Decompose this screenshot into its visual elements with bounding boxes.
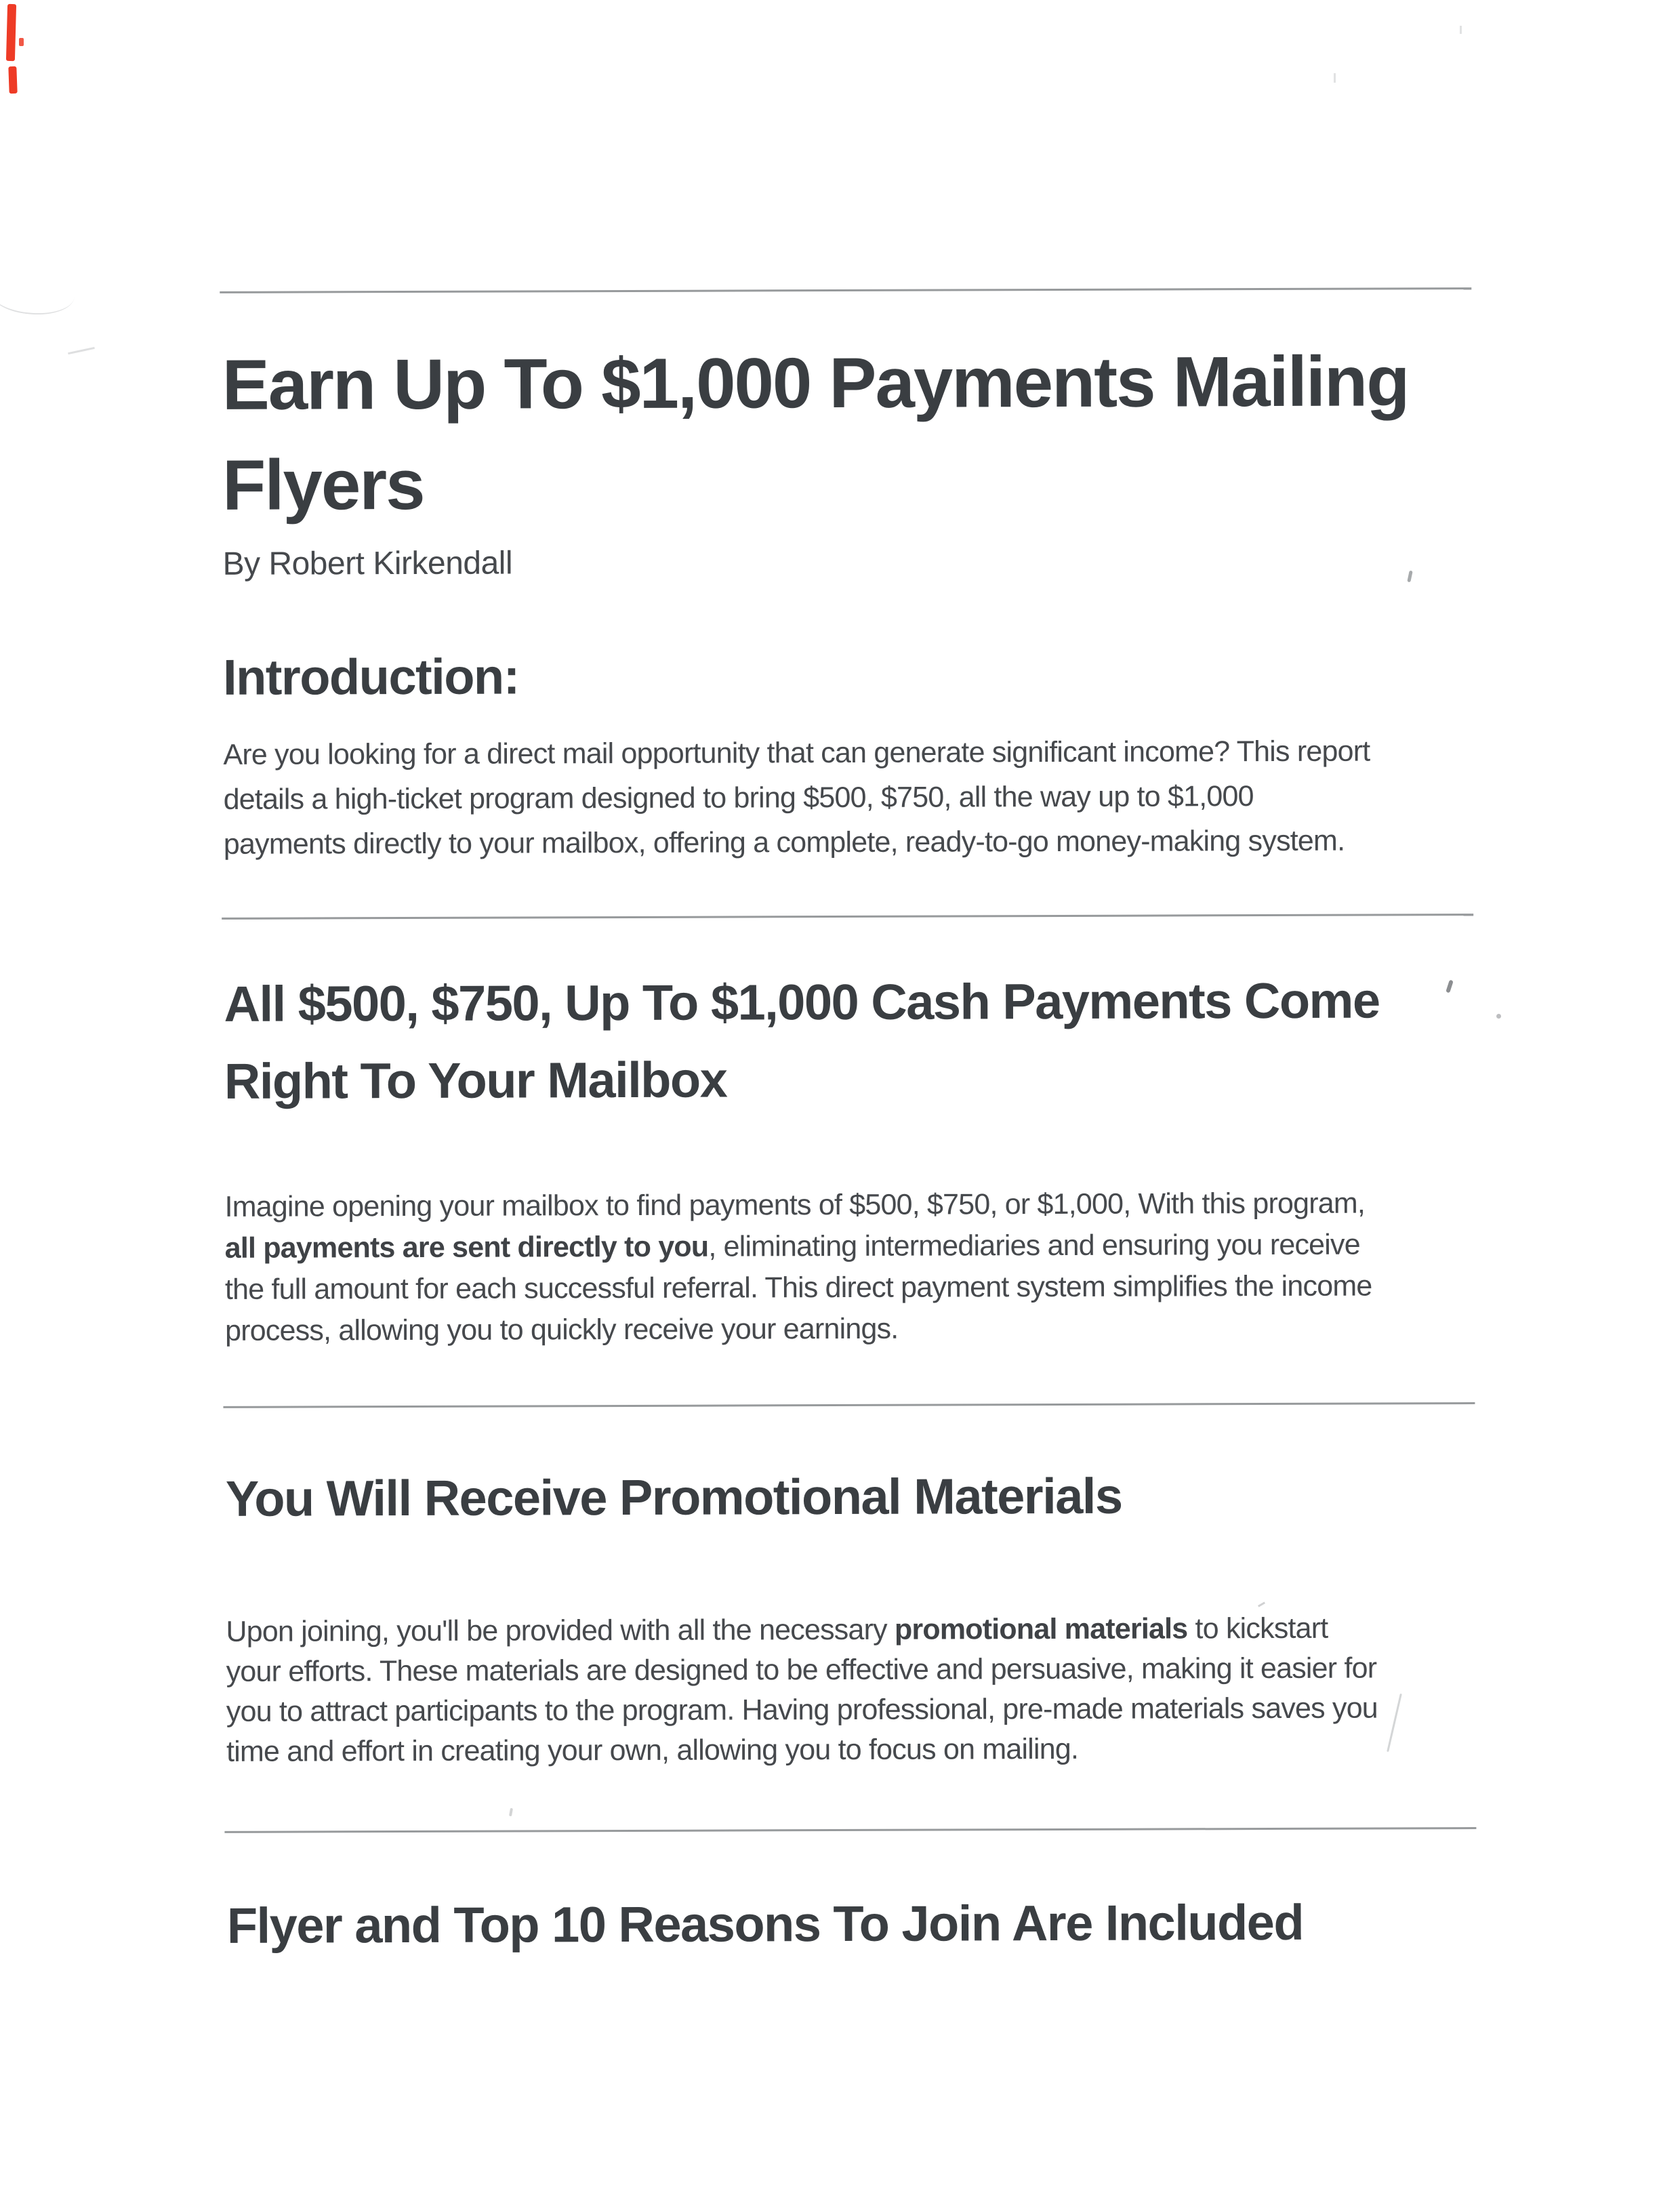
- text: details a high-ticket program designed to bring $500, $750, all the way up to $1,000: [223, 780, 1254, 816]
- heading-line: Flyer and Top 10 Reasons To Join Are Included: [226, 1893, 1304, 1954]
- text: payments directly to your mailbox, offering a complete, ready-to-go money-making system.: [223, 824, 1345, 861]
- red-pen-mark: [6, 4, 16, 61]
- horizontal-rule: [222, 914, 1473, 920]
- paragraph-line: [226, 1729, 1378, 1772]
- paragraph-line: [226, 1689, 1378, 1732]
- text: to kickstart: [1187, 1612, 1328, 1645]
- section-heading-cash-payments: [224, 962, 1380, 1120]
- section-heading-promotional-materials: [226, 1458, 1122, 1538]
- text: time and effort in creating your own, allowing you to focus on mailing.: [226, 1732, 1079, 1768]
- paragraph-introduction: [223, 729, 1370, 867]
- heading-line: You Will Receive Promotional Materials: [225, 1467, 1122, 1527]
- bold-text: promotional materials: [894, 1612, 1188, 1646]
- text: , eliminating intermediaries and ensuring you receive: [708, 1228, 1360, 1263]
- heading-line: Introduction:: [222, 648, 519, 705]
- heading-line: Right To Your Mailbox: [224, 1051, 727, 1109]
- scan-artifact: [1460, 26, 1462, 34]
- scan-artifact: [1496, 1014, 1501, 1019]
- paragraph-line: [224, 1183, 1372, 1228]
- horizontal-rule: [224, 1827, 1476, 1833]
- paragraph-promotional-materials: [226, 1609, 1378, 1772]
- section-heading-flyer-included: [227, 1884, 1304, 1965]
- paragraph-line: [226, 1609, 1377, 1652]
- horizontal-rule: [223, 1402, 1475, 1408]
- text: Are you looking for a direct mail opportunity that can generate significant income? This report: [223, 735, 1370, 771]
- text: you to attract participants to the program. Having professional, pre-made materials saves you: [226, 1692, 1378, 1728]
- document-title: [222, 331, 1409, 535]
- title-line: Earn Up To $1,000 Payments Mailing: [222, 342, 1409, 425]
- author-byline: By Robert Kirkendall: [222, 545, 513, 582]
- bold-text: all payments are sent directly to you: [224, 1230, 709, 1265]
- paragraph-line: [224, 819, 1370, 867]
- title-line: Flyers: [222, 445, 424, 525]
- text: Upon joining, you'll be provided with all the necessary: [226, 1613, 895, 1648]
- section-heading-introduction: [223, 638, 519, 716]
- paragraph-line: [225, 1307, 1372, 1352]
- paragraph-line: [226, 1649, 1378, 1692]
- red-pen-mark: [19, 38, 24, 46]
- text: process, allowing you to quickly receive your earnings.: [225, 1312, 899, 1347]
- text: the full amount for each successful referral. This direct payment system simplifies the income: [224, 1269, 1372, 1306]
- paragraph-line: [224, 774, 1370, 822]
- paragraph-line: [225, 1266, 1372, 1311]
- paragraph-line: [223, 729, 1370, 777]
- horizontal-rule: [220, 287, 1471, 293]
- red-pen-mark: [8, 66, 17, 94]
- text: Imagine opening your mailbox to find payments of $500, $750, or $1,000, With this program,: [224, 1187, 1366, 1223]
- scan-artifact: [1334, 73, 1336, 83]
- paragraph-line: [225, 1225, 1372, 1269]
- paragraph-cash-payments: [224, 1183, 1372, 1352]
- text: your efforts. These materials are designed to be effective and persuasive, making it easier for: [226, 1652, 1377, 1688]
- heading-line: All $500, $750, Up To $1,000 Cash Payments Come: [224, 972, 1380, 1032]
